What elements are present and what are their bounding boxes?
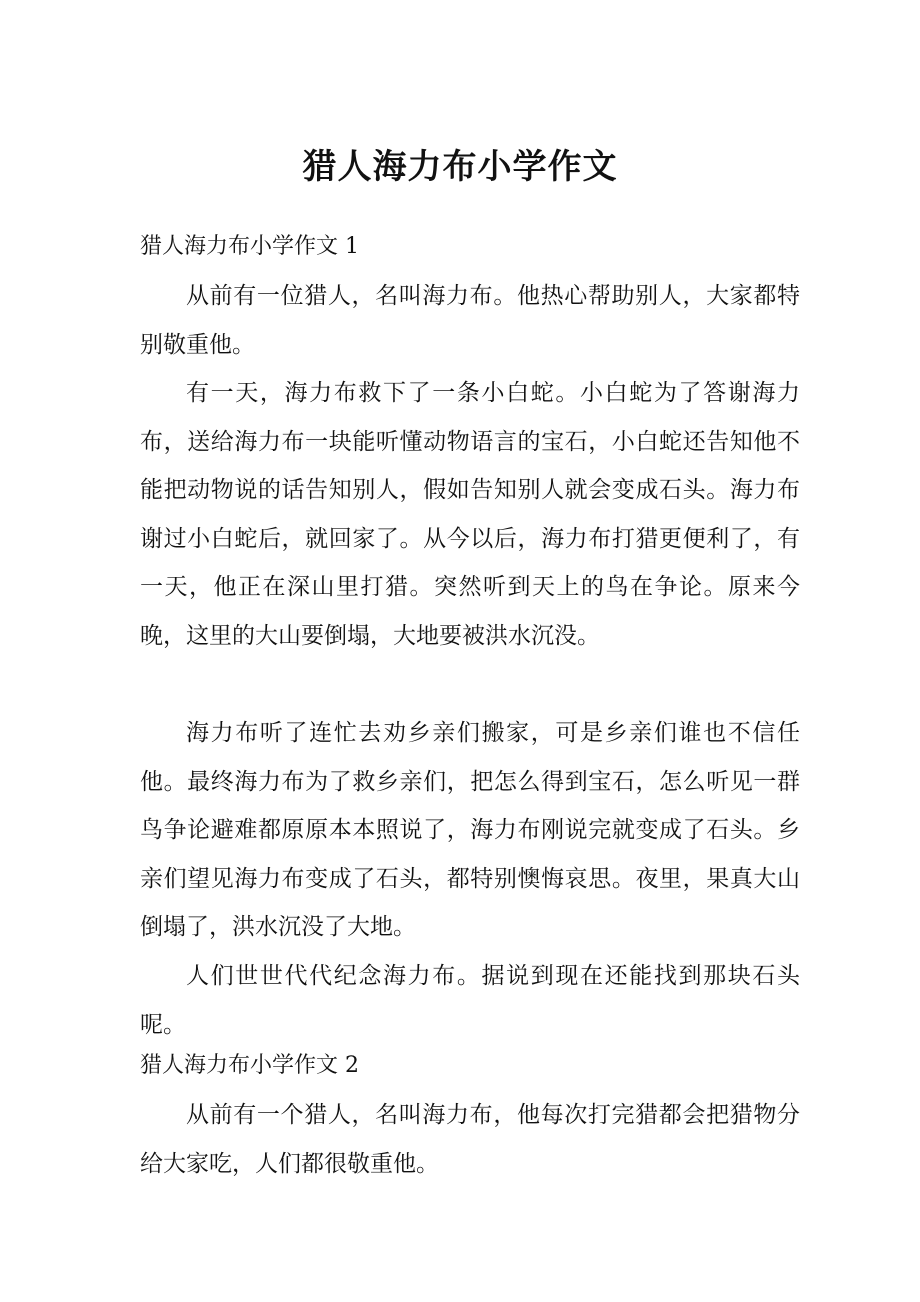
paragraph-1-1: 从前有一位猎人，名叫海力布。他热心帮助别人，大家都特别敬重他。 — [140, 283, 800, 358]
paragraph-1-4: 人们世世代代纪念海力布。据说到现在还能找到那块石头呢。 — [140, 963, 800, 1038]
section-heading-2: 猎人海力布小学作文 2 — [140, 1053, 359, 1078]
document-title: 猎人海力布小学作文 — [302, 147, 618, 187]
paragraph-1-3: 海力布听了连忙去劝乡亲们搬家，可是乡亲们谁也不信任他。最终海力布为了救乡亲们，把怎么得到宝石，怎么听见一群鸟争论避难都原原本本照说了，海力布刚说完就变成了石头。乡亲们望见海力布变成了石头，都特别懊悔哀思。夜里，果真大山倒塌了，洪水沉没了大地。 — [140, 720, 800, 941]
paragraph-2-1: 从前有一个猎人，名叫海力布，他每次打完猎都会把猎物分给大家吃，人们都很敬重他。 — [140, 1102, 800, 1177]
paragraph-1-2: 有一天，海力布救下了一条小白蛇。小白蛇为了答谢海力布，送给海力布一块能听懂动物语言的宝石，小白蛇还告知他不能把动物说的话告知别人，假如告知别人就会变成石头。海力布谢过小白蛇后，就回家了。从今以后，海力布打猎更便利了，有一天，他正在深山里打猎。突然听到天上的鸟在争论。原来今晚，这里的大山要倒塌，大地要被洪水沉没。 — [140, 380, 800, 649]
section-heading-1: 猎人海力布小学作文 1 — [140, 234, 359, 259]
